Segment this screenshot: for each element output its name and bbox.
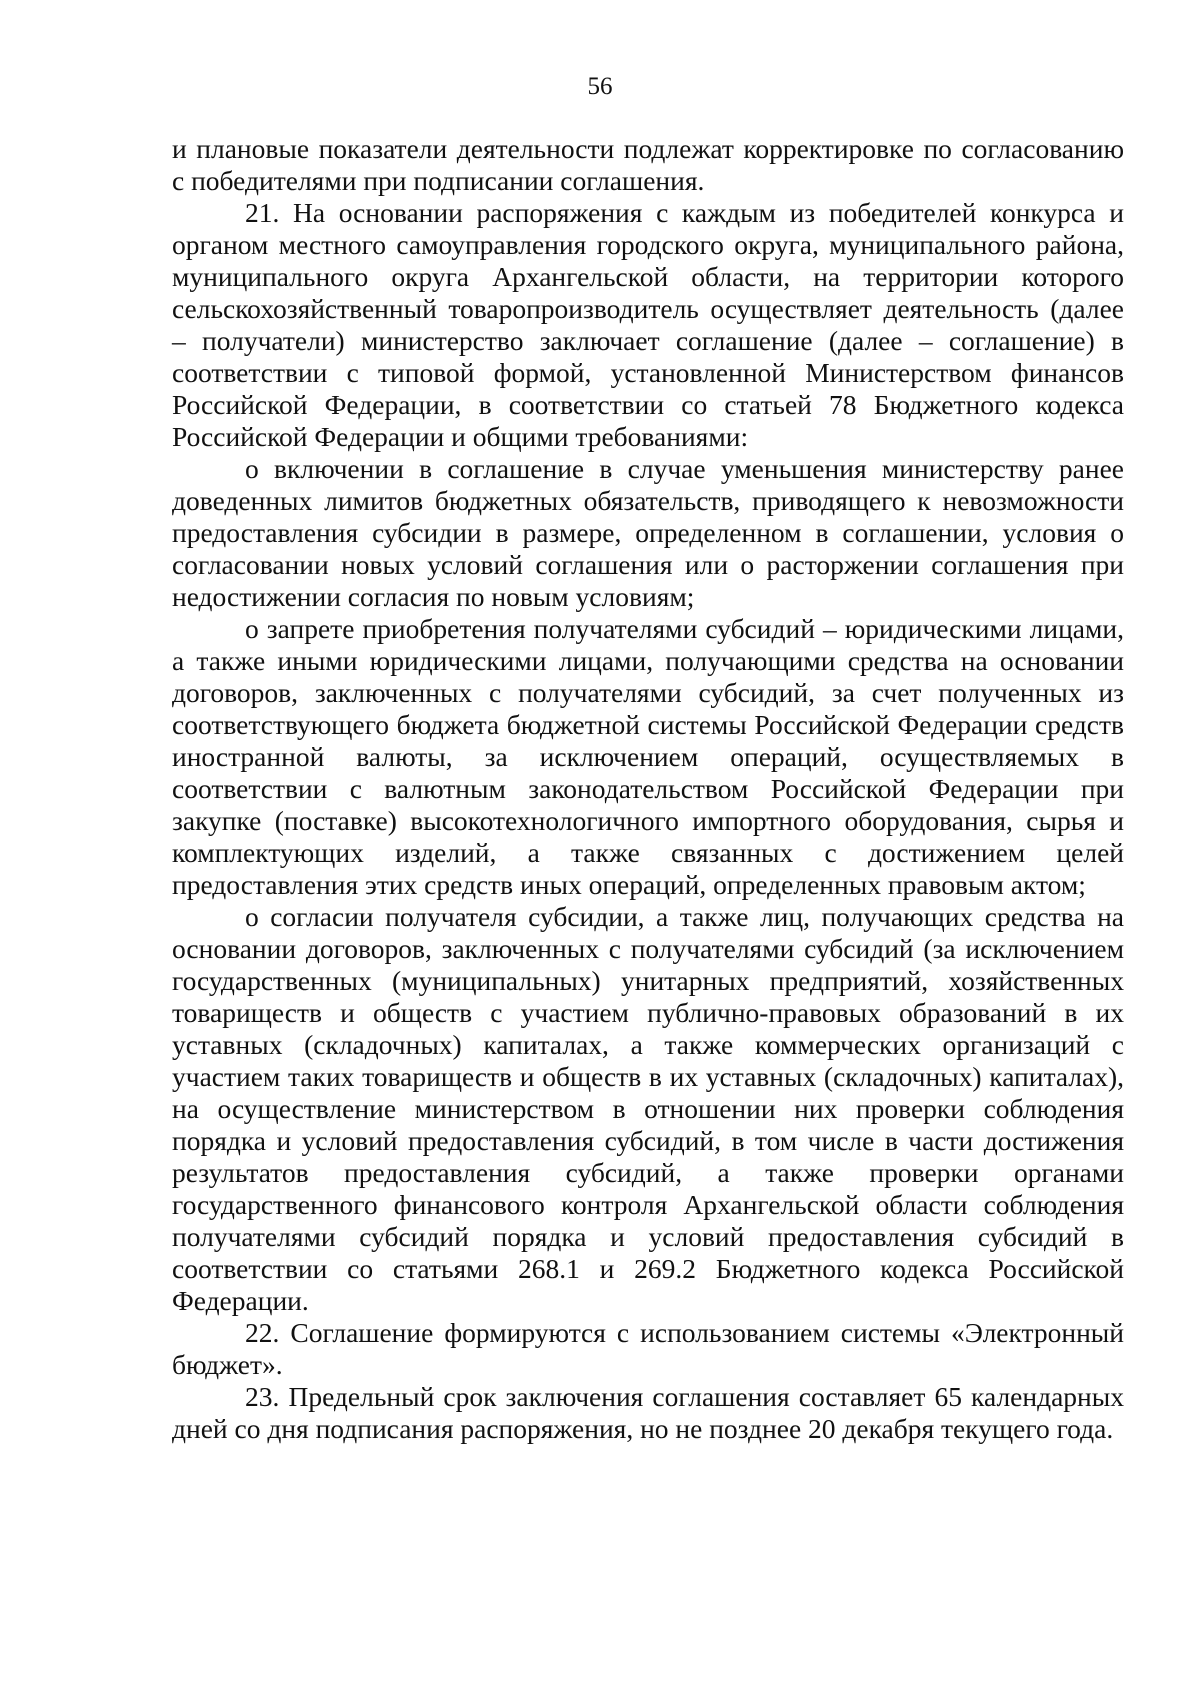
paragraph-limits-condition: о включении в соглашение в случае уменьшения министерству ранее доведенных лимитов бюджетных обязательств, приводящего к невозможности предоставления субсидии в размере, определенном в соглашении, условия о согласовании новых условий соглашения или о расторжении соглашения при недостижении согласия по новым условиям;	[172, 453, 1124, 612]
paragraph-currency-prohibition: о запрете приобретения получателями субсидий – юридическими лицами, а также иными юридическими лицами, получающими средства на основании договоров, заключенных с получателями субсидий, за счет полученных из соответствующего бюджета бюджетной системы Российской Федерации средств иностранной валюты, за исключением операций, осуществляемых в соответствии с валютным законодательством Российской Федерации при закупке (поставке) высокотехнологичного импортного оборудования, сырья и комплектующих изделий, а также связанных с достижением целей предоставления этих средств иных операций, определенных правовым актом;	[172, 613, 1124, 900]
paragraph-23: 23. Предельный срок заключения соглашения составляет 65 календарных дней со дня подписания распоряжения, но не позднее 20 декабря текущего года.	[172, 1381, 1124, 1444]
paragraph-22: 22. Соглашение формируются с использованием системы «Электронный бюджет».	[172, 1317, 1124, 1380]
paragraph-21: 21. На основании распоряжения с каждым из победителей конкурса и органом местного самоуправления городского округа, муниципального района, муниципального округа Архангельской области, на территории которого сельскохозяйственный товаропроизводитель осуществляет деятельность (далее – получатели) министерство заключает соглашение (далее – соглашение) в соответствии с типовой формой, установленной Министерством финансов Российской Федерации, в соответствии со статьей 78 Бюджетного кодекса Российской Федерации и общими требованиями:	[172, 197, 1124, 452]
page-number: 56	[587, 73, 613, 100]
paragraph-continuation: и плановые показатели деятельности подлежат корректировке по согласованию с победителями при подписании соглашения.	[172, 133, 1124, 196]
document-body	[172, 133, 1124, 1445]
paragraph-inspection-consent: о согласии получателя субсидии, а также лиц, получающих средства на основании договоров, заключенных с получателями субсидий (за исключением государственных (муниципальных) унитарных предприятий, хозяйственных товариществ и обществ с участием публично-правовых образований в их уставных (складочных) капиталах, а также коммерческих организаций с участием таких товариществ и обществ в их уставных (складочных) капиталах), на осуществление министерством в отношении них проверки соблюдения порядка и условий предоставления субсидий, в том числе в части достижения результатов предоставления субсидий, а также проверки органами государственного финансового контроля Архангельской области соблюдения получателями субсидий порядка и условий предоставления субсидий в соответствии со статьями 268.1 и 269.2 Бюджетного кодекса Российской Федерации.	[172, 901, 1124, 1316]
